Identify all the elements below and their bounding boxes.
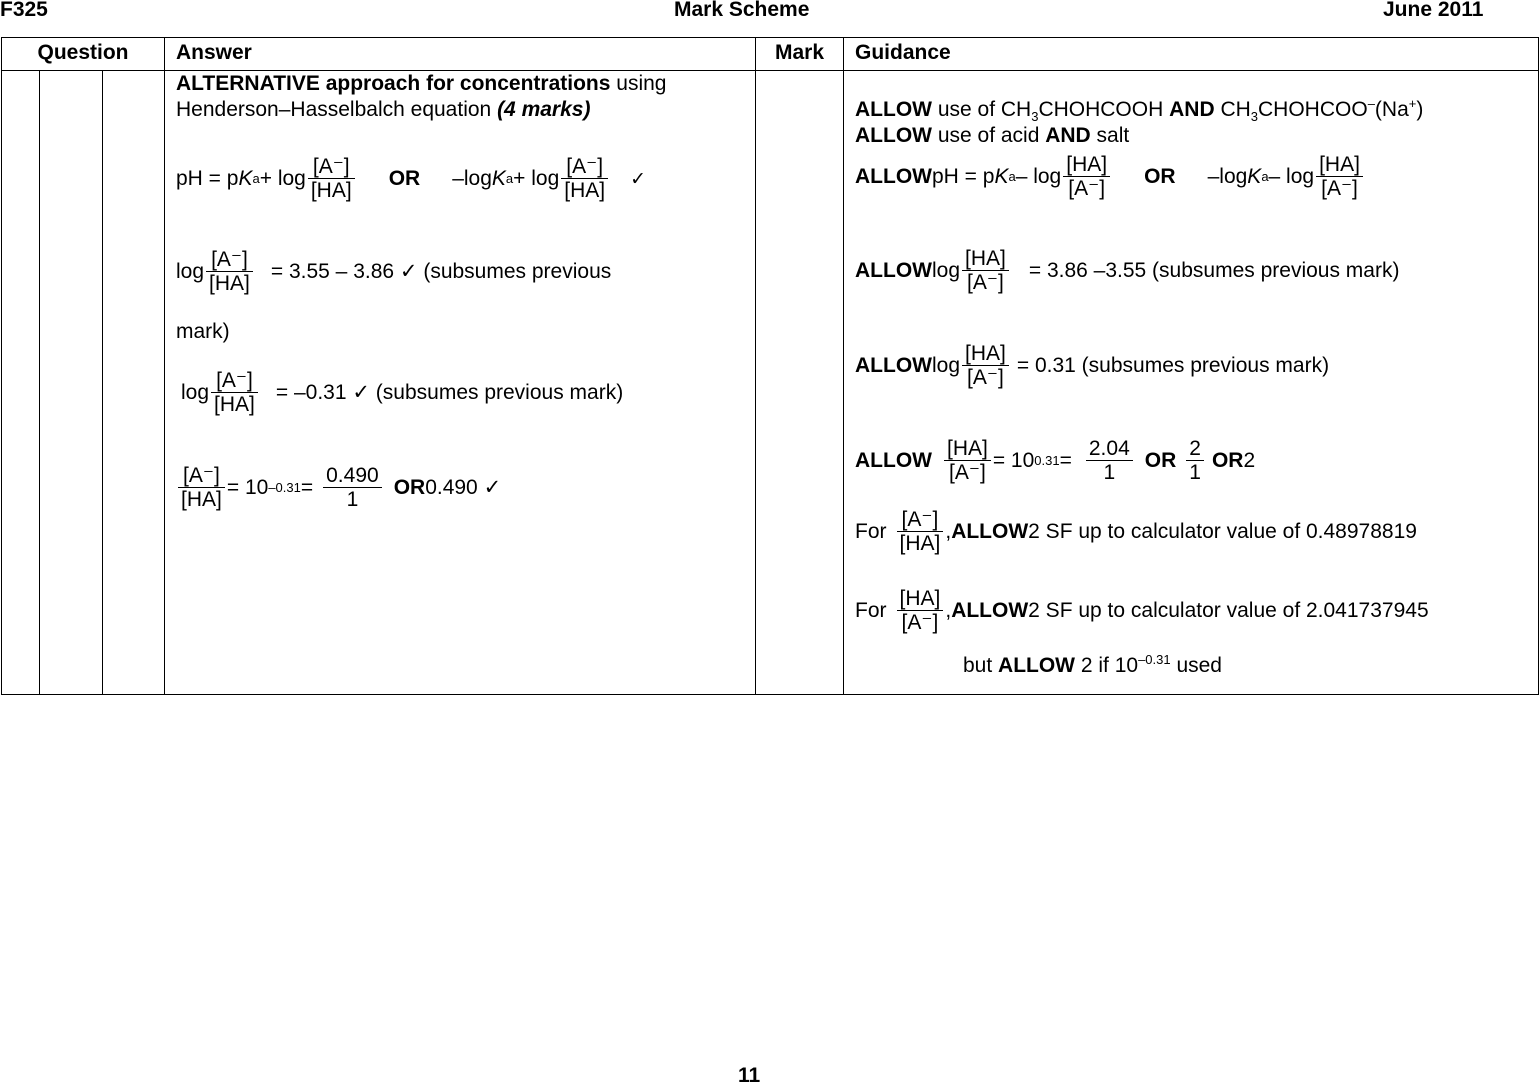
guidance-equation-3: ALLOW log [HA] [A⁻] = 0.31 (subsumes previous mark) (855, 342, 1330, 389)
question-cell-2 (40, 71, 103, 695)
mark-scheme-table (1, 37, 1539, 695)
header-code: F325 (0, 0, 48, 21)
fraction: [HA] [A⁻] (962, 247, 1009, 294)
guidance-allow-species: ALLOW use of $CH_3CHOHCOOH$ AND $CH_3CHOHCOO^-(Na^+)$ (855, 96, 1424, 125)
table-row (2, 71, 1539, 695)
fraction: [A⁻] [HA] (211, 369, 258, 416)
guidance-sf-ratio-1: For [A⁻] [HA] , ALLOW 2 SF up to calculator value of 0.48978819 (855, 508, 1417, 555)
question-cell-1 (2, 71, 40, 695)
fraction: $\frac{[A^-]}{[HA]}$ (178, 464, 225, 511)
column-answer: Answer (165, 38, 756, 71)
table-header-row (2, 38, 1539, 71)
fraction: [HA] [A⁻] (962, 342, 1009, 389)
fraction: [A⁻] [HA] (897, 508, 944, 555)
answer-heading-line2: Henderson–Hasselbalch equation (4 marks) (176, 98, 591, 121)
equation-1: pH = p K a + log [A⁻] [HA] OR –log K a + log [A⁻] [HA] ✓ (176, 155, 647, 202)
fraction: [HA] [A⁻] (1063, 153, 1110, 200)
mark-cell (756, 71, 844, 695)
fraction: [A⁻] [HA] (561, 155, 608, 202)
guidance-sf-ratio-2: For [HA] [A⁻] , ALLOW 2 SF up to calculator value of 2.041737945 (855, 587, 1429, 634)
guidance-cell (844, 71, 1539, 695)
page-number: 11 (738, 1064, 761, 1087)
equation-2-cont: mark) (176, 320, 230, 343)
answer-cell (165, 71, 756, 695)
column-guidance: Guidance (844, 38, 1539, 71)
header-date: June 2011 (1383, 0, 1484, 21)
fraction: $\frac{[HA]}{[A^-]}$ (944, 437, 991, 484)
column-mark: Mark (756, 38, 844, 71)
guidance-but-allow: but ALLOW 2 if $10^{-0.31}$ used (963, 652, 1222, 677)
fraction: 2 1 (1186, 437, 1204, 484)
header-title: Mark Scheme (674, 0, 810, 21)
equation-3: log [A⁻] [HA] = –0.31 ✓ (subsumes previous mark) (181, 369, 624, 416)
answer-heading: ALTERNATIVE approach for concentrations using (176, 72, 667, 95)
equation-2: log [A⁻] [HA] = 3.55 – 3.86 ✓ (subsumes previous (176, 248, 612, 295)
equation-4: $\frac{[A^-]}{[HA]}$ = 10 –0.31 = 0.490 1 OR 0.490 ✓ (176, 464, 501, 511)
column-question: Question (2, 38, 165, 71)
guidance-equation-1: ALLOW pH = p K a – log [HA] [A⁻] OR –log K a – log [HA] [A⁻] (855, 153, 1365, 200)
guidance-equation-4: ALLOW $\frac{[HA]}{[A^-]}$ = 10 0.31 = 2.04 1 OR 2 1 OR 2 (855, 437, 1256, 484)
question-cell-3 (103, 71, 165, 695)
guidance-equation-2: ALLOW log [HA] [A⁻] = 3.86 –3.55 (subsumes previous mark) (855, 247, 1400, 294)
guidance-allow-acid-salt: ALLOW use of acid AND salt (855, 124, 1130, 147)
fraction: [HA] [A⁻] (1316, 153, 1363, 200)
fraction: [HA] [A⁻] (897, 587, 944, 634)
tick-icon: ✓ (630, 167, 647, 190)
fraction: 0.490 1 (323, 464, 382, 511)
fraction: [A⁻] [HA] (206, 248, 253, 295)
fraction: 2.04 1 (1086, 437, 1133, 484)
fraction: [A⁻] [HA] (308, 155, 355, 202)
